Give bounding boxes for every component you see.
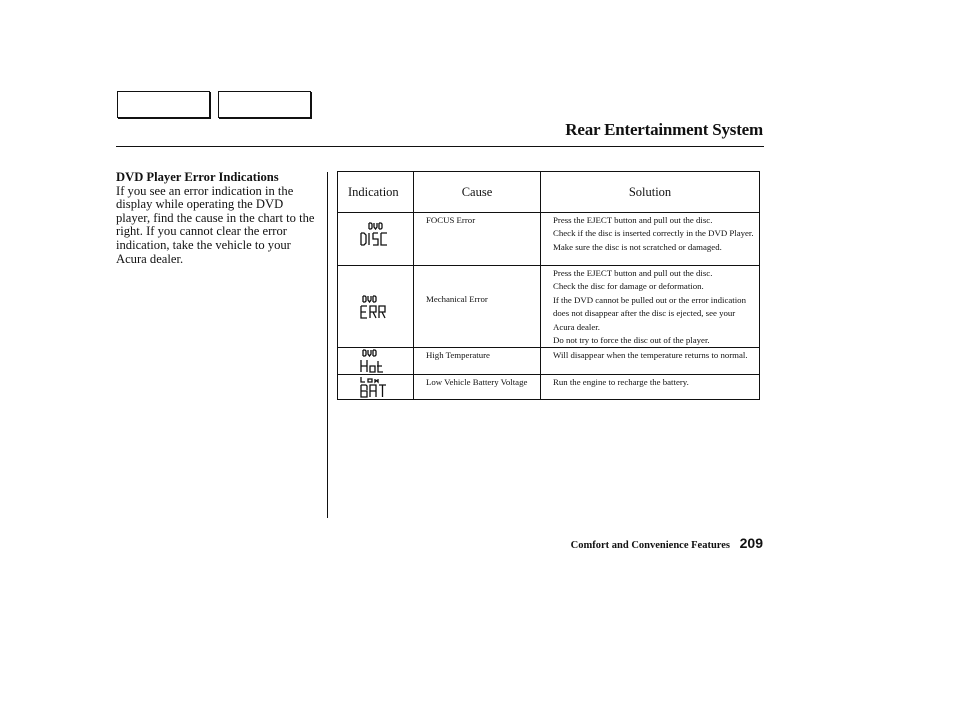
section-heading: DVD Player Error Indications <box>116 170 279 184</box>
cause-cell: High Temperature <box>414 348 541 375</box>
solution-cell <box>541 375 760 400</box>
table-row <box>338 375 760 400</box>
table-header-row <box>338 172 760 213</box>
indication-cell <box>338 375 414 400</box>
intro-paragraph: If you see an error indication in the display while operating the DVD player, find the cause in the chart to the right. If you cannot clear the error indication, take the vehicle to your Acura dealer. <box>116 183 315 266</box>
cause-cell: FOCUS Error <box>414 213 541 266</box>
table-row <box>338 266 760 348</box>
solution-cell <box>541 266 760 348</box>
column-divider <box>327 172 328 518</box>
nav-button-next[interactable] <box>218 91 311 118</box>
solution-line: If the DVD cannot be pulled out or the error indication does not disappear after the disc is ejected, see your Acura dealer. <box>553 294 746 332</box>
cause-cell: Mechanical Error <box>414 266 541 348</box>
solution-cell <box>541 348 760 375</box>
solution-line: Run the engine to recharge the battery. <box>553 377 689 388</box>
low-bat-display-icon <box>360 376 394 399</box>
footer-section-label: Comfort and Convenience Features <box>570 540 730 551</box>
solution-line: Do not try to force the disc out of the player. <box>553 335 710 346</box>
solution-line: Check if the disc is inserted correctly in the DVD Player. <box>553 228 754 239</box>
cause-cell: Low Vehicle Battery Voltage <box>414 375 541 400</box>
solution-line: Will disappear when the temperature returns to normal. <box>553 350 748 361</box>
header-solution: Solution <box>541 172 760 213</box>
solution-line: Make sure the disc is not scratched or damaged. <box>553 241 722 252</box>
solution-line: Check the disc for damage or deformation. <box>553 281 704 292</box>
solution-line: Press the EJECT button and pull out the disc. <box>553 268 713 278</box>
dvd-hot-display-icon <box>360 349 394 374</box>
table-row <box>338 348 760 375</box>
indication-cell <box>338 348 414 375</box>
solution-cell <box>541 213 760 266</box>
error-table <box>337 171 760 400</box>
header-cause: Cause <box>414 172 541 213</box>
intro-section <box>116 171 320 266</box>
solution-line: Press the EJECT button and pull out the disc. <box>553 215 713 225</box>
indication-cell <box>338 213 414 266</box>
nav-button-previous[interactable] <box>117 91 210 118</box>
page-number: 209 <box>739 535 763 551</box>
header-indication: Indication <box>338 172 414 213</box>
page-title: Rear Entertainment System <box>565 120 763 139</box>
indication-cell <box>338 266 414 348</box>
dvd-err-display-icon <box>360 294 394 320</box>
dvd-disc-display-icon <box>360 221 394 247</box>
title-divider <box>116 146 764 147</box>
table-row <box>338 213 760 266</box>
